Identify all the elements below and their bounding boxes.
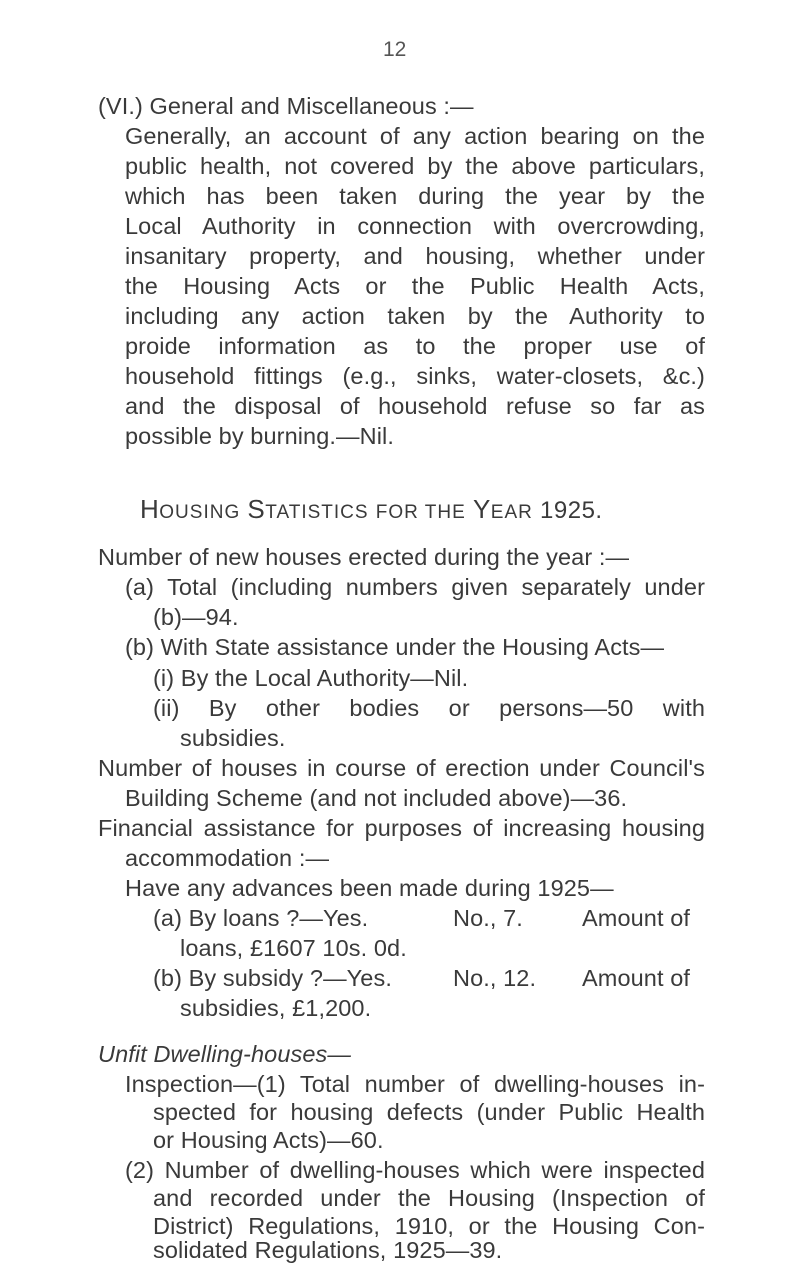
inspection-2-line-4: solidated Regulations, 1925—39. [153,1237,503,1263]
section-vi-title: (VI.) General and Miscellaneous :— [98,93,474,119]
advances-line: Have any advances been made during 1925— [125,875,614,901]
inspection-1-line-3: or Housing Acts)—60. [153,1127,384,1153]
inspection-1-line-2: spected for housing defects (under Public Health [153,1099,705,1125]
financial-assistance-line-2: accommodation :— [125,845,330,871]
subsidy-amount: subsidies, £1,200. [180,995,372,1021]
section-vi-line-8: proide information as to the proper use of [125,333,705,359]
section-vi-line-9: household fittings (e.g., sinks, water-closets, &c.) [125,363,705,389]
page-number: 12 [383,38,407,61]
other-bodies-line-2: subsidies. [180,725,286,751]
loans-line: (a) By loans ?—Yes. [153,905,369,931]
course-of-erection-line-2: Building Scheme (and not included above)—36. [125,785,628,811]
loans-number: No., 7. [453,905,523,931]
section-vi-line-10: and the disposal of household refuse so far as [125,393,705,419]
section-vi-line-7: including any action taken by the Authority to [125,303,705,329]
section-vi-line-3: which has been taken during the year by the [125,183,705,209]
state-assistance-line: (b) With State assistance under the Housing Acts— [125,634,665,660]
total-line-2: (b)—94. [153,604,239,630]
course-of-erection-line-1: Number of houses in course of erection under Council's [98,755,705,781]
unfit-dwellings-heading: Unfit Dwelling-houses— [98,1041,351,1067]
total-line-1: (a) Total (including numbers given separately under [125,574,705,600]
subsidy-line: (b) By subsidy ?—Yes. [153,965,392,991]
subsidy-amount-label: Amount of [582,965,691,991]
inspection-1-line-1: Inspection—(1) Total number of dwelling-houses in- [125,1071,705,1097]
loans-amount: loans, £1607 10s. 0d. [180,935,407,961]
inspection-2-line-1: (2) Number of dwelling-houses which were inspected [125,1157,705,1183]
section-vi-line-2: public health, not covered by the above particulars, [125,153,705,179]
subsidy-number: No., 12. [453,965,537,991]
loans-amount-label: Amount of [582,905,691,931]
inspection-2-line-3: District) Regulations, 1910, or the Housing Con- [153,1213,705,1239]
new-houses-label: Number of new houses erected during the year :— [98,544,630,570]
financial-assistance-line-1: Financial assistance for purposes of increasing housing [98,815,705,841]
section-vi-line-6: the Housing Acts or the Public Health Acts, [125,273,705,299]
section-vi-line-1: Generally, an account of any action bearing on the [125,123,705,149]
local-authority-line: (i) By the Local Authority—Nil. [153,665,469,691]
inspection-2-line-2: and recorded under the Housing (Inspection of [153,1185,705,1211]
section-vi-line-5: insanitary property, and housing, whether under [125,243,705,269]
section-vi-line-4: Local Authority in connection with overcrowding, [125,213,705,239]
other-bodies-line-1: (ii) By other bodies or persons—50 with [153,695,705,721]
section-vi-line-11: possible by burning.—Nil. [125,423,394,449]
housing-statistics-heading: HOUSING STATISTICS FOR THE YEAR 1925. [140,494,603,524]
